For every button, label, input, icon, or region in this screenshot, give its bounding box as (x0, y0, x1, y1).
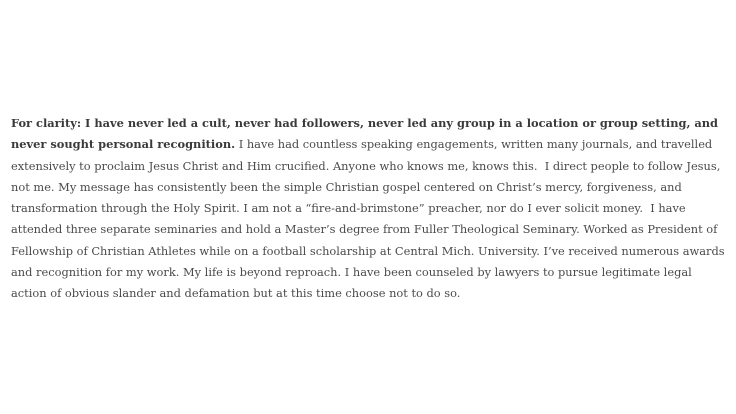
statement-paragraph (11, 113, 727, 305)
statement-body: I have had countless speaking engagements, written many journals, and travelled extensively to proclaim Jesus Christ and Him crucified. Anyone who knows me, knows this. I direct people to follow Jesus, not me. My message has consistently been the simple Christian gospel centered on Christ’s mercy, forgiveness, and transformation through the Holy Spirit. I am not a “fire-and-brimstone” preacher, nor do I ever solicit money. I have attended three separate seminaries and hold a Master’s degree from Fuller Theological Seminary. Worked as President of Fellowship of Christian Athletes while on a football scholarship at Central Mich. University. I’ve received numerous awards and recognition for my work. My life is beyond reproach. I have been counseled by lawyers to pursue legitimate legal action of obvious slander and defamation but at this time choose not to do so. (11, 137, 729, 301)
statement-lead: For clarity: I have never led a cult, never had followers, never led any group in a location or group setting, and never sought personal recognition. (11, 116, 719, 152)
